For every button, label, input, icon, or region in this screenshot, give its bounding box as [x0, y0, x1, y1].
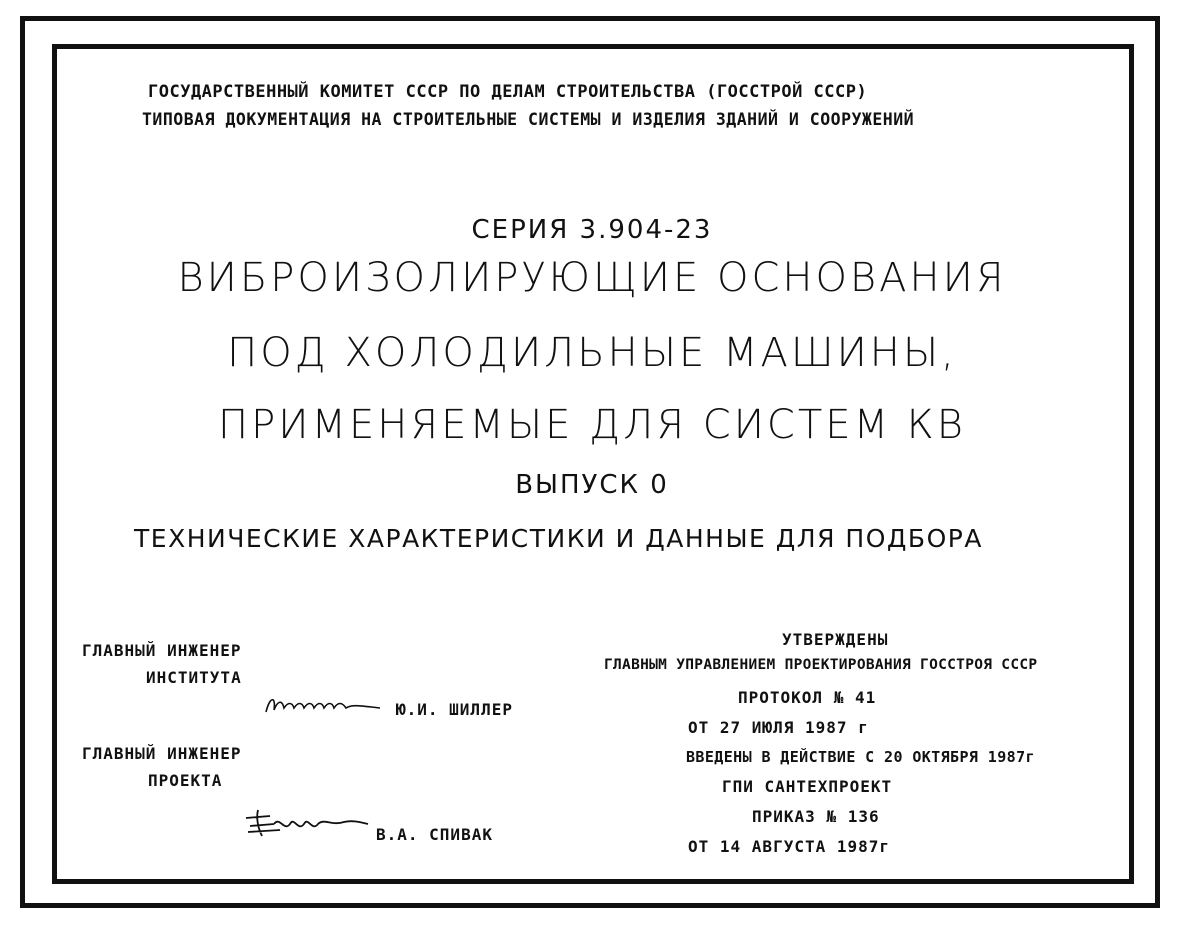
order-number: ПРИКАЗ № 136 [752, 807, 880, 826]
header-line-1: ГОСУДАРСТВЕННЫЙ КОМИТЕТ СССР ПО ДЕЛАМ СТРОИТЕЛЬСТВА (ГОССТРОЙ СССР) [148, 82, 868, 102]
chief-engineer-project-label: ГЛАВНЫЙ ИНЖЕНЕР [82, 744, 242, 763]
institute-label: ИНСТИТУТА [146, 668, 242, 687]
effective-date: ВВЕДЕНЫ В ДЕЙСТВИЕ С 20 ОКТЯБРЯ 1987г [686, 748, 1035, 766]
signature-spivak [240, 806, 372, 840]
project-label: ПРОЕКТА [148, 771, 223, 790]
chief-engineer-project-name: В.А. СПИВАК [376, 825, 493, 844]
organization: ГПИ САНТЕХПРОЕКТ [722, 777, 893, 796]
title-line-3: ПРИМЕНЯЕМЫЕ ДЛЯ СИСТЕМ КВ [218, 402, 966, 448]
approved-by: ГЛАВНЫМ УПРАВЛЕНИЕМ ПРОЕКТИРОВАНИЯ ГОССТРОЯ СССР [604, 657, 1038, 673]
protocol-number: ПРОТОКОЛ № 41 [738, 688, 877, 707]
title-line-1: ВИБРОИЗОЛИРУЮЩИЕ ОСНОВАНИЯ [177, 255, 1007, 301]
protocol-date: ОТ 27 ИЮЛЯ 1987 г [688, 718, 869, 737]
header-line-2: ТИПОВАЯ ДОКУМЕНТАЦИЯ НА СТРОИТЕЛЬНЫЕ СИСТЕМЫ И ИЗДЕЛИЯ ЗДАНИЙ И СООРУЖЕНИЙ [142, 110, 915, 129]
issue-label: ВЫПУСК 0 [515, 470, 669, 500]
title-line-2: ПОД ХОЛОДИЛЬНЫЕ МАШИНЫ, [227, 330, 957, 376]
chief-engineer-institute-name: Ю.И. ШИЛЛЕР [396, 700, 513, 719]
approved-label: УТВЕРЖДЕНЫ [782, 630, 889, 649]
subtitle: ТЕХНИЧЕСКИЕ ХАРАКТЕРИСТИКИ И ДАННЫЕ ДЛЯ ПОДБОРА [134, 524, 983, 553]
series-label: СЕРИЯ 3.904-23 [471, 215, 713, 245]
chief-engineer-institute-label: ГЛАВНЫЙ ИНЖЕНЕР [82, 641, 242, 660]
order-date: ОТ 14 АВГУСТА 1987г [688, 837, 891, 856]
signature-shiller [262, 690, 386, 720]
